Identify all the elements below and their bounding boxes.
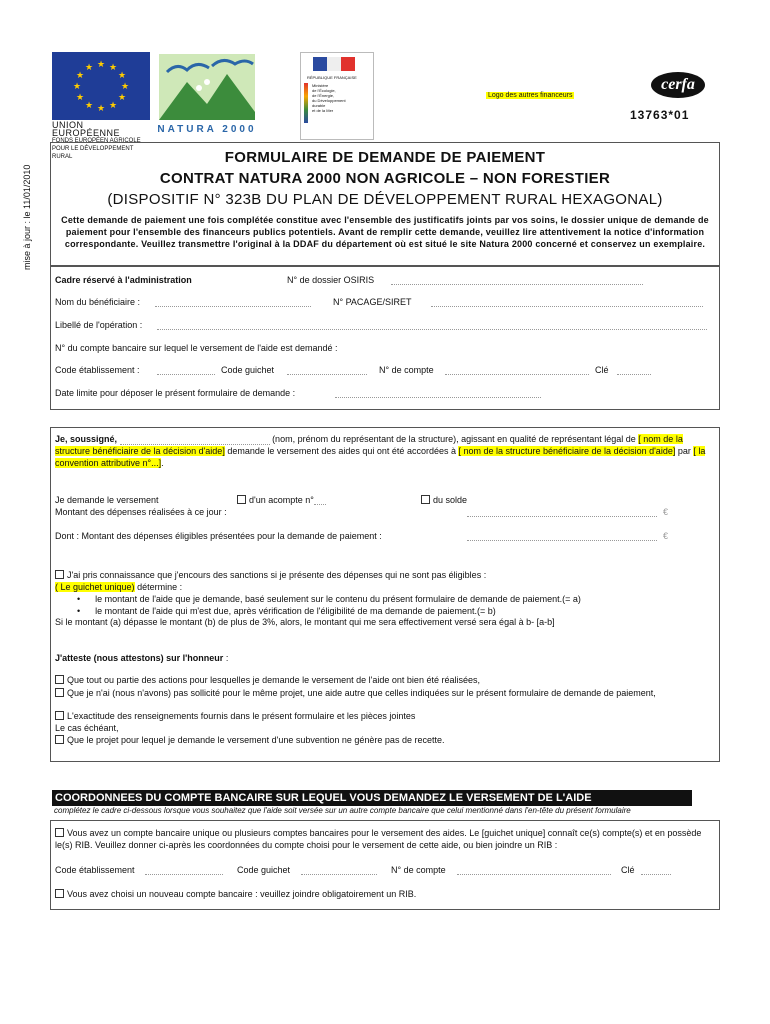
- attest-1: [55, 675, 480, 685]
- representative-field[interactable]: [120, 436, 270, 445]
- eu-title: UNION EUROPÉENNE: [52, 120, 121, 138]
- code-guichet-field[interactable]: [287, 366, 367, 375]
- account-intro: N° du compte bancaire sur lequel le versement de l'aide est demandé :: [55, 343, 338, 353]
- attest-2-text: Que je n'ai (nous n'avons) pas sollicité pour le même projet, une aide autre que celles indiquées sur le présent formulaire de demande de paiement,: [67, 688, 656, 698]
- eu-line2: POUR LE DÉVELOPPEMENT RURAL: [52, 146, 134, 160]
- attest-4-text: Le cas échéant,: [55, 723, 119, 733]
- cle-label: Clé: [595, 365, 609, 375]
- bank-option-2-checkbox[interactable]: [55, 889, 64, 898]
- bank-num-compte-label: N° de compte: [391, 865, 446, 875]
- convention-placeholder: [ la convention attributive n°...]: [55, 446, 706, 468]
- atteste-heading: J'atteste (nous attestons) sur l'honneur: [55, 653, 224, 663]
- attest-2-checkbox[interactable]: [55, 688, 64, 697]
- structure-name-placeholder-2: [ nom de la structure bénéficiaire de la décision d'aide]: [458, 446, 676, 456]
- color-bar: [304, 83, 308, 123]
- acompte-checkbox[interactable]: [237, 495, 246, 504]
- title-box: [50, 142, 720, 266]
- osiris-field[interactable]: [391, 276, 643, 285]
- bullet-2-text: le montant de l'aide qui m'est due, après vérification de l'éligibilité de ma demande de paiement.(= b): [95, 606, 496, 616]
- bullet-2: • le montant de l'aide qui m'est due, après vérification de l'éligibilité de ma demande de paiement.(= b): [77, 606, 496, 616]
- operation-label: Libellé de l'opération :: [55, 320, 143, 330]
- ministry-logo: [300, 52, 374, 140]
- eu-flag-logo: [52, 52, 150, 120]
- svg-text:★: ★: [108, 101, 118, 111]
- ministry-line4: du Développement: [312, 98, 346, 103]
- guichet-unique-placeholder: ( Le guichet unique): [55, 582, 135, 592]
- code-guichet-label: Code guichet: [221, 365, 275, 375]
- cle-field[interactable]: [617, 366, 651, 375]
- sanctions-text: J'ai pris connaissance que j'encours des sanctions si je présente des dépenses qui ne sont pas éligibles :: [67, 570, 487, 580]
- svg-text:★: ★: [117, 71, 127, 81]
- solde-label: du solde: [433, 495, 468, 505]
- solde-option[interactable]: [421, 495, 467, 505]
- versement-label: Je demande le versement: [55, 495, 159, 505]
- bank-box: [50, 820, 720, 910]
- pacage-field[interactable]: [431, 298, 703, 307]
- natura-2000-logo: [157, 52, 257, 134]
- ministry-line1: Ministère: [312, 83, 329, 88]
- natura-label: NATURA 2000: [157, 124, 257, 135]
- solde-checkbox[interactable]: [421, 495, 430, 504]
- acompte-option[interactable]: [237, 495, 326, 505]
- svg-text:★: ★: [72, 82, 82, 92]
- svg-text:★: ★: [96, 60, 106, 70]
- guichet-line: [55, 582, 182, 592]
- attest-5-text: Que le projet pour lequel je demande le versement d'une subvention ne génère pas de recette.: [67, 735, 445, 745]
- cerfa-logo: cerfa: [651, 72, 705, 98]
- ministry-line2: de l'Écologie,: [312, 88, 336, 93]
- svg-text:★: ★: [75, 71, 85, 81]
- code-etab-field[interactable]: [157, 366, 215, 375]
- num-compte-field[interactable]: [445, 366, 589, 375]
- update-date-note: mise à jour : le 11/01/2010: [22, 164, 32, 270]
- operation-field[interactable]: [157, 321, 707, 330]
- deadline-label: Date limite pour déposer le présent formulaire de demande :: [55, 388, 296, 398]
- beneficiary-field[interactable]: [155, 298, 311, 307]
- soussigne-label: Je, soussigné,: [55, 434, 118, 444]
- atteste-line: [55, 653, 228, 663]
- sanctions-line: [55, 570, 486, 580]
- acompte-number-field[interactable]: [314, 496, 326, 505]
- deadline-field[interactable]: [335, 389, 541, 398]
- bank-code-etab-field[interactable]: [145, 866, 223, 875]
- declaration-text-g: .: [161, 458, 164, 468]
- bank-option-1-text: Vous avez un compte bancaire unique ou plusieurs comptes bancaires pour le versement des aides. Le [guichet unique] connaît ce(s) compte(s) et en possède le(s) RIB. Veuillez donner ci-après les coordonnées du compte choisi pour le versement de cette aide, ou bien joindre un RIB :: [55, 828, 702, 850]
- form-dispositif: (DISPOSITIF N° 323B DU PLAN DE DÉVELOPPEMENT RURAL HEXAGONAL): [107, 191, 663, 208]
- svg-text:★: ★: [75, 93, 85, 103]
- bank-option-2-text: Vous avez choisi un nouveau compte bancaire : veuillez joindre obligatoirement un RIB.: [67, 889, 417, 899]
- form-title: FORMULAIRE DE DEMANDE DE PAIEMENT: [224, 149, 546, 166]
- montant-label: Montant des dépenses réalisées à ce jour :: [55, 507, 227, 517]
- code-etab-label: Code établissement :: [55, 365, 140, 375]
- svg-text:★: ★: [84, 63, 94, 73]
- sanctions-checkbox[interactable]: [55, 570, 64, 579]
- bank-num-compte-field[interactable]: [457, 866, 611, 875]
- bank-code-guichet-label: Code guichet: [237, 865, 291, 875]
- bank-section-title: COORDONNEES DU COMPTE BANCAIRE SUR LEQUEL VOUS DEMANDEZ LE VERSEMENT DE L'AIDE: [52, 790, 692, 806]
- svg-text:★: ★: [96, 104, 106, 114]
- ministry-line6: et de la Mer: [312, 108, 334, 113]
- bank-code-guichet-field[interactable]: [301, 866, 377, 875]
- attest-1-checkbox[interactable]: [55, 675, 64, 684]
- dont-label: Dont : Montant des dépenses éligibles présentées pour la demande de paiement :: [55, 531, 382, 541]
- attest-3: [55, 711, 415, 721]
- pacage-label: N° PACAGE/SIRET: [333, 297, 412, 307]
- attest-5-checkbox[interactable]: [55, 735, 64, 744]
- bank-option-1: [55, 827, 713, 851]
- other-funders-placeholder: Logo des autres financeurs: [488, 92, 573, 99]
- bullet-1: • le montant de l'aide que je demande, basé seulement sur le contenu du présent formulaire de demande de paiement.(= a): [77, 594, 581, 604]
- form-subtitle: CONTRAT NATURA 2000 NON AGRICOLE – NON FORESTIER: [159, 170, 611, 187]
- structure-name-placeholder-1: [ nom de la structure bénéficiaire de la décision d'aide]: [55, 434, 683, 456]
- form-intro: Cette demande de paiement une fois complétée constitue avec l'ensemble des justificatifs joints par vos soins, le dossier unique de demande de paiement pour l'ensemble des financeurs publics potentiels. Avant de remplir cette demande, veuillez lire attentivement la notice d'information correspondante. Veuillez transmettre l'original à la DDAF du département où est situé le site Natura 2000 concerné et conservez un exemplaire.: [61, 215, 709, 249]
- declaration-text-e: par: [675, 446, 694, 456]
- determine-text: détermine :: [134, 582, 183, 592]
- svg-text:★: ★: [108, 63, 118, 73]
- dont-field[interactable]: [467, 532, 657, 541]
- beneficiary-label: Nom du bénéficiaire :: [55, 297, 141, 307]
- euro-symbol-2: €: [663, 531, 669, 541]
- ministry-line5: durable: [312, 103, 326, 108]
- ministry-line3: de l'Énergie,: [312, 93, 335, 98]
- bank-code-etab-label: Code établissement: [55, 865, 135, 875]
- svg-text:★: ★: [84, 101, 94, 111]
- attest-3-text: L'exactitude des renseignements fournis dans le présent formulaire et les pièces jointes: [67, 711, 416, 721]
- bank-option-1-checkbox[interactable]: [55, 828, 64, 837]
- svg-text:★: ★: [120, 82, 130, 92]
- admin-reserved-box: [50, 266, 720, 410]
- montant-field[interactable]: [467, 508, 657, 517]
- bank-option-2: [55, 889, 416, 899]
- bank-cle-label: Clé: [621, 865, 635, 875]
- attest-2: [55, 687, 711, 699]
- admin-header: Cadre réservé à l'administration: [55, 275, 192, 285]
- bank-section-subtitle: complétez le cadre ci-dessous lorsque vous souhaitez que l'aide soit versée sur un autre compte bancaire que celui mentionné dans l'en-tête du présent formulaire: [54, 806, 631, 815]
- attest-1-text: Que tout ou partie des actions pour lesquelles je demande le versement de l'aide ont bien été réalisées,: [67, 675, 480, 685]
- attest-3-checkbox[interactable]: [55, 711, 64, 720]
- acompte-label: d'un acompte n°: [249, 495, 314, 505]
- declaration-intro: [55, 433, 711, 469]
- attest-5: [55, 735, 444, 745]
- declaration-text-c: demande le versement des aides qui ont été accordées à: [224, 446, 459, 456]
- declaration-text-a: (nom, prénom du représentant de la structure), agissant en qualité de représentant légal de: [272, 434, 636, 444]
- rf-label: RÉPUBLIQUE FRANÇAISE: [307, 75, 357, 80]
- declaration-box: [50, 427, 720, 762]
- eu-line1: FONDS EUROPÉEN AGRICOLE: [52, 138, 141, 144]
- cerfa-number: 13763*01: [630, 108, 690, 122]
- euro-symbol-1: €: [663, 507, 669, 517]
- atteste-colon: :: [223, 653, 229, 663]
- depasse-text: Si le montant (a) dépasse le montant (b) de plus de 3%, alors, le montant qui me sera effectivement versé sera égal à b- [a-b]: [55, 617, 555, 627]
- num-compte-label: N° de compte: [379, 365, 434, 375]
- osiris-label: N° de dossier OSIRIS: [287, 275, 375, 285]
- bullet-1-text: le montant de l'aide que je demande, basé seulement sur le contenu du présent formulaire de demande de paiement.(= a): [95, 594, 581, 604]
- bank-cle-field[interactable]: [641, 866, 671, 875]
- svg-text:★: ★: [117, 93, 127, 103]
